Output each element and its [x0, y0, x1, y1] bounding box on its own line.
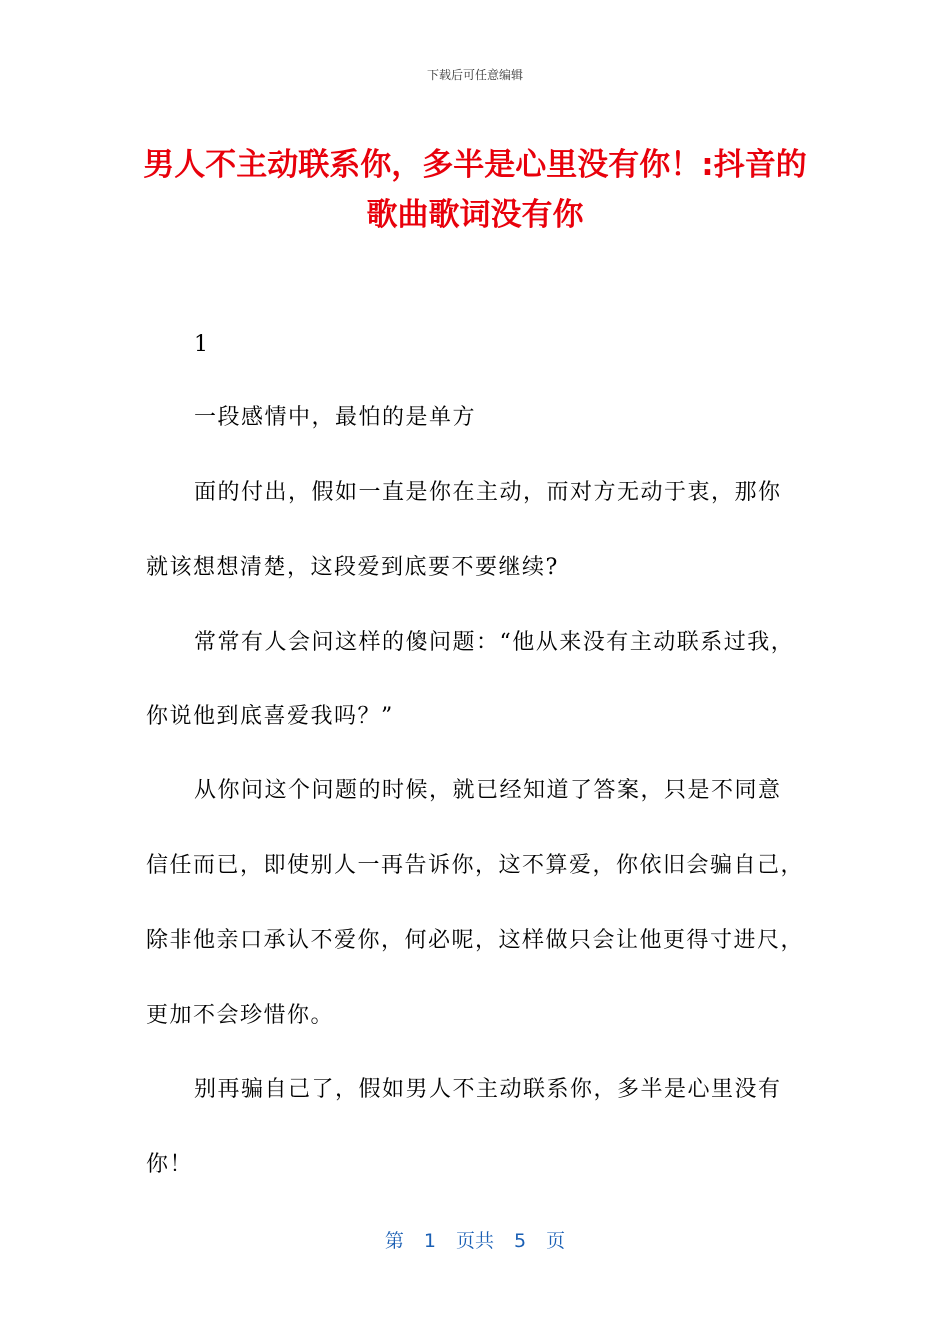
paragraph-line: 面的付出，假如一直是你在主动，而对方无动于衷，那你 [194, 480, 782, 505]
paragraph-line: 更加不会珍惜你。 [146, 1003, 335, 1028]
paragraph-line: 除非他亲口承认不爱你，何必呢，这样做只会让他更得寸进尺， [146, 928, 805, 953]
document-title: 男人不主动联系你，多半是心里没有你！:抖音的歌曲歌词没有你 [143, 147, 807, 233]
page-footer [0, 1226, 950, 1253]
paragraph-line: 就该想想清楚，这段爱到底要不要继续? [146, 555, 559, 580]
paragraph-line: 常常有人会问这样的傻问题：“他从来没有主动联系过我， [194, 630, 795, 655]
paragraph-line: 你！ [146, 1152, 194, 1177]
paragraph-line: 你说他到底喜爱我吗？” [146, 704, 394, 729]
paragraph-line: 1 [194, 332, 210, 357]
page-label-prefix: 第 [384, 1230, 404, 1252]
page-label-suffix: 页 [546, 1230, 566, 1252]
current-page-number: 1 [423, 1230, 436, 1252]
paragraph-line: 从你问这个问题的时候，就已经知道了答案，只是不同意 [194, 778, 782, 803]
paragraph-line: 一段感情中，最怕的是单方 [194, 405, 477, 430]
page-label-mid: 页共 [455, 1230, 494, 1252]
paragraph-line: 别再骗自己了，假如男人不主动联系你，多半是心里没有 [194, 1077, 782, 1102]
total-pages-number: 5 [514, 1230, 527, 1252]
paragraph-line: 信任而已，即使别人一再告诉你，这不算爱，你依旧会骗自己， [146, 853, 805, 878]
page-header: 下载后可任意编辑 [426, 68, 523, 82]
